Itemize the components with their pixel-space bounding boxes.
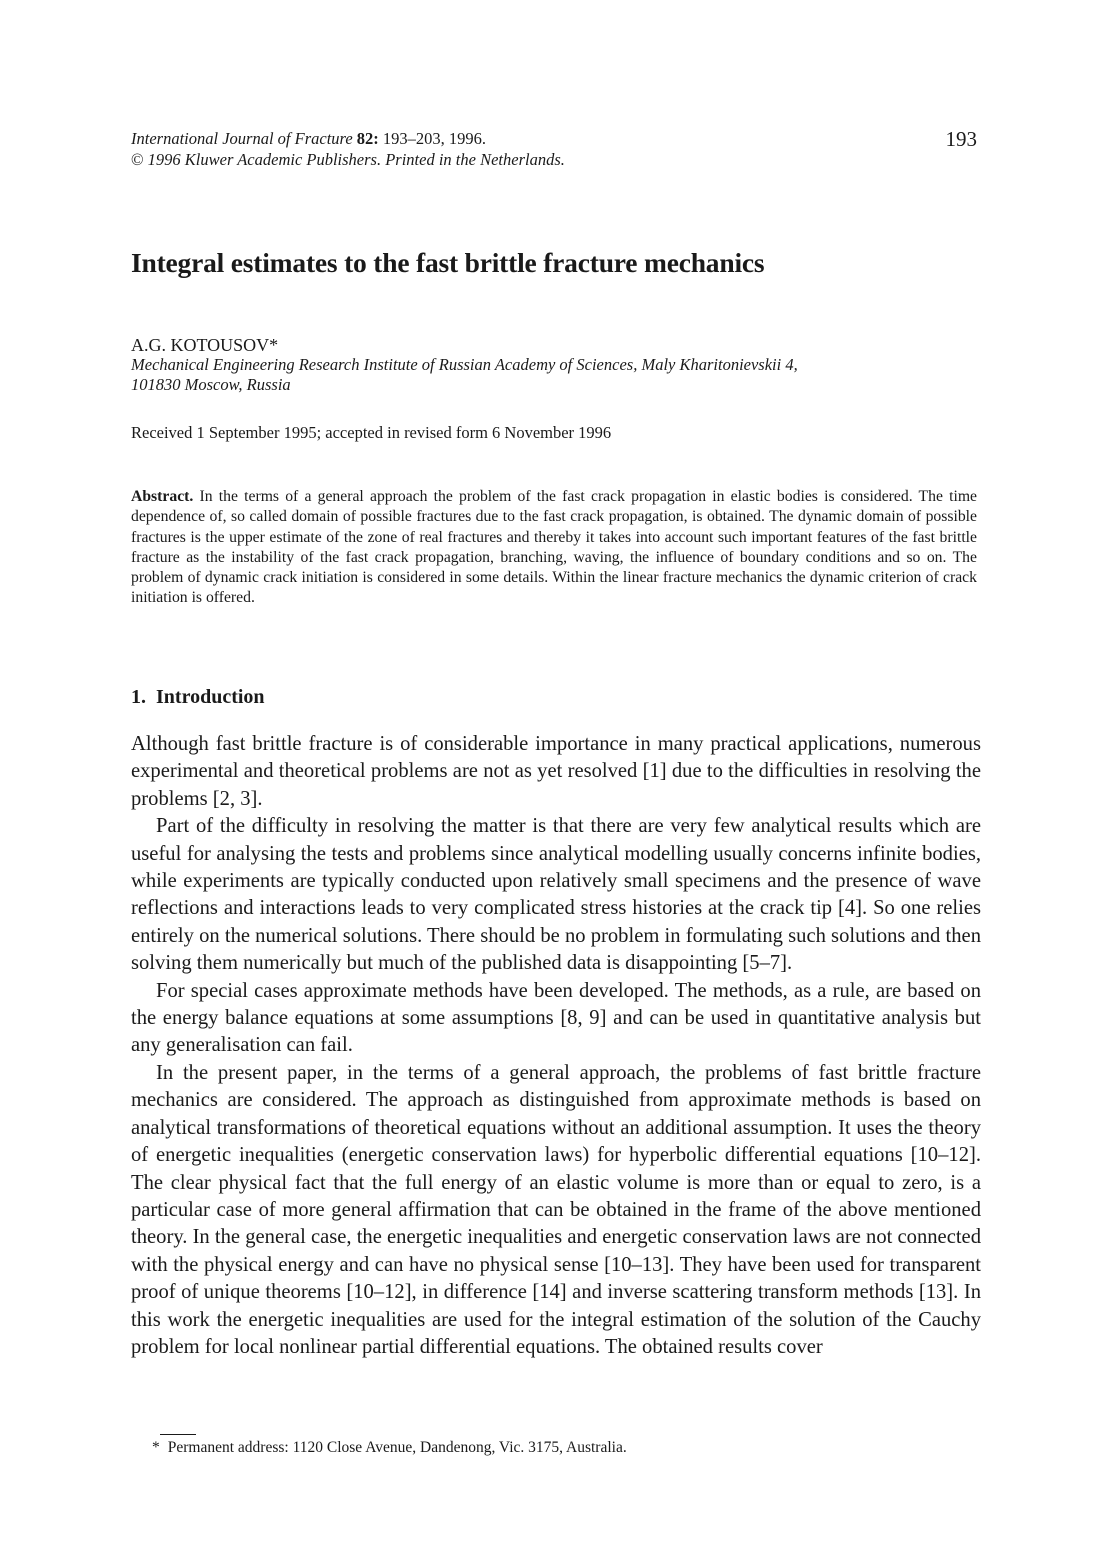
abstract-label: Abstract.: [131, 488, 194, 505]
affiliation-line-1: Mechanical Engineering Research Institute of Russian Academy of Sciences, Maly Kharitonievskii 4,: [131, 355, 798, 374]
section-number: 1.: [131, 686, 146, 708]
journal-volume: 82:: [356, 129, 379, 148]
footnote: [152, 1439, 627, 1457]
paragraph: For special cases approximate methods have been developed. The methods, as a rule, are based on the energy balance equations at some assumptions [8, 9] and can be used in quantitative analysis but any generalisation can fail.: [131, 979, 981, 1057]
author-name: A.G. KOTOUSOV*: [131, 335, 279, 355]
author-affiliation: [131, 355, 981, 395]
journal-name: International Journal of Fracture: [131, 129, 353, 148]
received-dates: Received 1 September 1995; accepted in revised form 6 November 1996: [131, 423, 612, 442]
section-title: Introduction: [156, 686, 265, 708]
footnote-rule: [160, 1434, 196, 1435]
abstract: [131, 487, 977, 609]
section-heading: [131, 686, 265, 709]
journal-citation-line: [131, 128, 565, 149]
paragraph: In the present paper, in the terms of a general approach, the problems of fast brittle fracture mechanics are considered. The approach as distinguished from approximate methods is based on analytical transformations of theoretical equations without an additional assumption. It uses the theory of energetic inequalities (energetic conservation laws) for hyperbolic differential equations [10–12]. The clear physical fact that the full energy of an elastic volume is more than or equal to zero, is a particular case of more general affirmation that can be obtained in the frame of the above mentioned theory. In the general case, the energetic inequalities and energetic conservation laws are not connected with the physical energy and can have no physical sense [10–13]. They have been used for transparent proof of unique theorems [10–12], in difference [14] and inverse scattering transform methods [13]. In this work the energetic inequalities are used for the integral estimation of the solution of the Cauchy problem for local nonlinear partial differential equations. The obtained results cover: [131, 1061, 981, 1358]
paper-title: Integral estimates to the fast brittle fracture mechanics: [131, 247, 765, 278]
page-number: 193: [945, 127, 977, 151]
paragraph: Although fast brittle fracture is of considerable importance in many practical applications, numerous experimental and theoretical problems are not as yet resolved [1] due to the difficulties in resolving the problems [2, 3].: [131, 733, 981, 810]
running-header: [131, 128, 565, 170]
paragraph: Part of the difficulty in resolving the matter is that there are very few analytical results which are useful for analysing the tests and problems since analytical modelling usually concerns infinite bodies, while experiments are typically conducted upon relatively small specimens and the presence of wave reflections and interactions leads to very complicated stress histories at the crack tip [4]. So one relies entirely on the numerical solutions. There should be no problem in formulating such solutions and then solving them numerically but much of the published data is disappointing [5–7].: [131, 815, 981, 975]
footnote-marker: *: [152, 1439, 160, 1456]
abstract-text: In the terms of a general approach the problem of the fast crack propagation in elastic bodies is considered. The time dependence of, so called domain of possible fractures due to the fast crack propagation, is obtained. The dynamic domain of possible fractures is the upper estimate of the zone of real fractures and thereby it takes into account such important features of the fast brittle fracture as the instability of the fast crack propagation, branching, waving, the influence of boundary conditions and so on. The problem of dynamic crack initiation is considered in some details. Within the linear fracture mechanics the dynamic criterion of crack initiation is offered.: [131, 488, 978, 607]
journal-pages-year: 193–203, 1996.: [382, 129, 487, 148]
body-text: [131, 731, 981, 1361]
footnote-text: Permanent address: 1120 Close Avenue, Dandenong, Vic. 3175, Australia.: [167, 1439, 627, 1456]
affiliation-line-2: 101830 Moscow, Russia: [131, 375, 291, 394]
copyright-symbol: ©: [131, 150, 144, 169]
copyright-line: [131, 149, 565, 170]
copyright-text: 1996 Kluwer Academic Publishers. Printed in the Netherlands.: [147, 150, 565, 169]
